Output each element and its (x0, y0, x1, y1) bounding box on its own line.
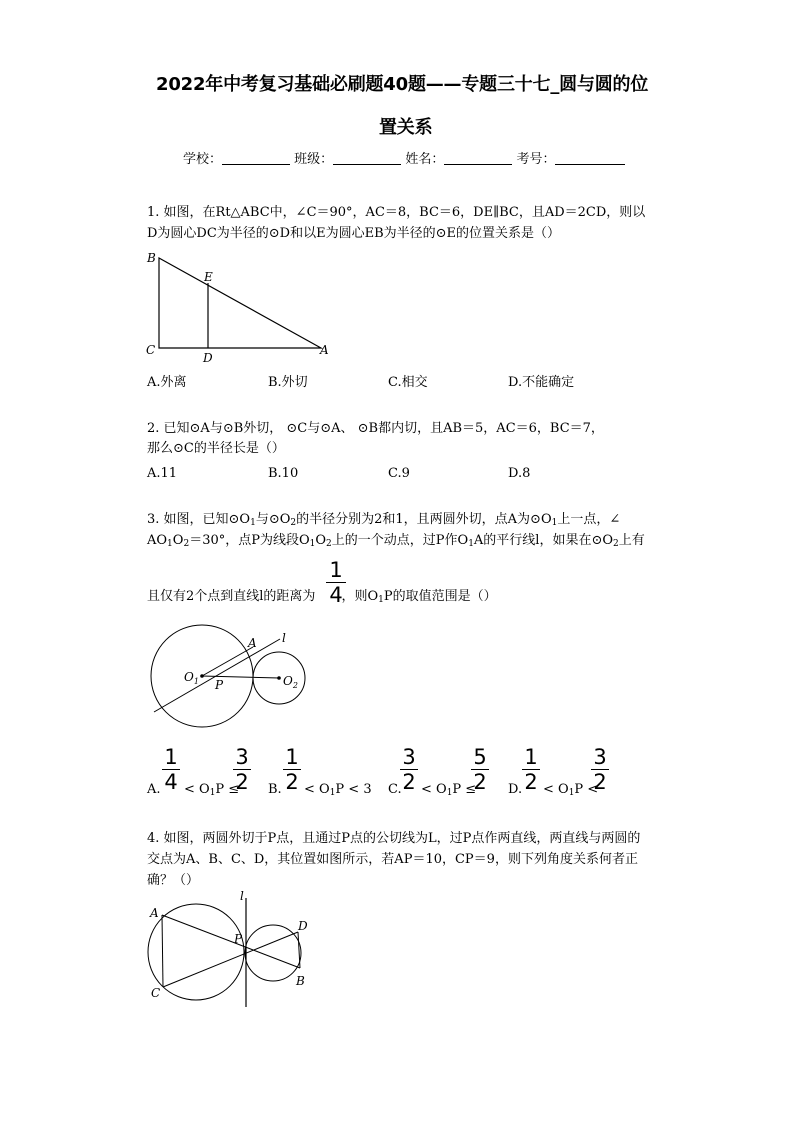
q2-option-a[interactable]: A.11 (147, 466, 178, 481)
school-label: 学校： (183, 152, 223, 167)
label-b: B (147, 251, 156, 265)
opt-frac1 (162, 746, 180, 793)
class-field[interactable] (333, 150, 401, 165)
opt-frac2 (233, 746, 251, 793)
q4-text-line2: 交点为A、B、C、D，其位置如图所示，若AP＝10，CP＝9，则下列角度关系何者正 (147, 852, 638, 867)
q1-text-line1: 1. 如图，在Rt△ABC中，∠C＝90°，AC＝8，BC＝6，DE∥BC，且AD＝2CD，则以 (147, 205, 646, 220)
label-d: D (298, 919, 308, 933)
label-c: C (146, 343, 156, 357)
opt-ineq (304, 780, 372, 803)
num: 1 (524, 745, 538, 769)
o2-sub: 2 (292, 681, 298, 690)
num: 1 (164, 745, 178, 769)
label-a: A (320, 343, 329, 357)
q1-option-c[interactable]: C.相交 (388, 375, 428, 390)
q3-sub: 1 (551, 518, 558, 528)
paper-title-line2: 置关系 (379, 117, 433, 138)
point-o1 (200, 674, 204, 678)
q3-l2-d: O (315, 533, 327, 548)
mid: < O (184, 782, 210, 797)
label-l: l (240, 890, 244, 903)
den: 2 (524, 770, 538, 794)
mid: < O (304, 782, 330, 797)
label-b: B (296, 974, 305, 988)
den: 2 (593, 770, 607, 794)
frac-den: 4 (329, 583, 343, 607)
segment-o1a (202, 647, 253, 676)
q2-option-c[interactable]: C.9 (388, 466, 410, 481)
q3-l2-b: O (172, 533, 184, 548)
label-e: E (204, 270, 213, 284)
q2-option-d[interactable]: D.8 (508, 466, 531, 481)
mid: < O (421, 782, 447, 797)
q3-text-line1 (147, 510, 620, 533)
mid: < O (543, 782, 569, 797)
q4-text-line3: 确？（） (147, 873, 200, 888)
q3-sub: 1 (309, 539, 316, 549)
label-a: A (248, 636, 257, 650)
q3-l2-c: ＝30°，点P为线段O (189, 533, 310, 548)
mid2: P ≤ (452, 782, 477, 797)
opt-frac1 (522, 746, 540, 793)
den: 2 (235, 770, 249, 794)
den: 4 (164, 770, 178, 794)
label-o2 (283, 674, 298, 690)
q3-l1-c: 的半径分别为2和1，且两圆外切，点A为⊙O (296, 512, 552, 527)
o1-letter: O (184, 670, 194, 684)
mid2: P < 3 (335, 782, 372, 797)
o2-letter: O (283, 674, 293, 688)
q1-option-d[interactable]: D.不能确定 (508, 375, 575, 390)
label-p: P (215, 678, 224, 692)
opt-label: C. (388, 782, 402, 797)
q3-l3-a: 且仅有2个点到直线l的距离为 (147, 589, 316, 604)
mid2: P ≤ (215, 782, 240, 797)
q3-sub: 2 (183, 539, 190, 549)
num: 3 (235, 745, 249, 769)
q3-sub: 1 (250, 518, 256, 528)
opt-ineq (421, 780, 476, 803)
sub: 1 (329, 788, 336, 798)
sub: 1 (446, 788, 453, 798)
sub: 1 (209, 788, 216, 798)
q3-sub: 2 (613, 539, 619, 549)
chord-ac (162, 915, 163, 987)
q3-sub: 2 (290, 518, 297, 528)
q1-text-line2: D为圆心DC为半径的⊙D和以E为圆心EB为半径的⊙E的位置关系是（） (147, 226, 561, 241)
opt-label: A. (147, 782, 161, 797)
q3-text-line2 (147, 531, 645, 554)
label-d: D (203, 351, 213, 365)
opt-ineq (543, 780, 598, 803)
point-o2 (277, 676, 281, 680)
triangle-abc (159, 258, 321, 348)
q2-text-line2: 那么⊙C的半径长是（） (147, 441, 285, 456)
name-label: 姓名： (405, 152, 445, 167)
label-p: P (234, 932, 243, 946)
label-o1 (184, 670, 199, 686)
q3-sub: 1 (468, 539, 474, 549)
q3-text-line3 (147, 587, 497, 610)
label-c: C (151, 986, 161, 1000)
num: 3 (593, 745, 607, 769)
opt-frac2 (471, 746, 489, 793)
exam-no-label: 考号： (516, 152, 556, 167)
name-field[interactable] (444, 150, 512, 165)
school-field[interactable] (222, 150, 290, 165)
exam-no-field[interactable] (555, 150, 625, 165)
q3-l2-a: AO (147, 533, 168, 548)
q3-l1-a: 3. 如图，已知⊙O (147, 512, 251, 527)
num: 5 (473, 745, 487, 769)
q3-l2-e: 上的一个动点，过P作O (331, 533, 469, 548)
line-l (154, 639, 280, 712)
q3-l3-b: ，则O (341, 589, 379, 604)
opt-label: B. (268, 782, 282, 797)
q3-l1-d: 上一点，∠ (557, 512, 621, 527)
label-a: A (150, 906, 159, 920)
q3-circles-figure (140, 622, 340, 734)
q3-l2-f: A的平行线l，如果在⊙O (473, 533, 614, 548)
q1-triangle-figure (140, 248, 340, 368)
q3-l1-b: 与⊙O (255, 512, 291, 527)
q3-sub: 2 (326, 539, 332, 549)
den: 2 (402, 770, 416, 794)
q3-sub: 1 (378, 595, 384, 605)
label-l: l (282, 631, 286, 645)
fraction-one-quarter (326, 559, 346, 606)
opt-frac2 (591, 746, 609, 793)
opt-frac1 (283, 746, 301, 793)
den: 2 (473, 770, 487, 794)
class-label: 班级： (294, 152, 334, 167)
opt-label: D. (508, 782, 523, 797)
right-circle (245, 925, 301, 981)
sub: 1 (568, 788, 575, 798)
q2-option-b[interactable]: B.10 (268, 466, 299, 481)
mid2: P < (574, 782, 599, 797)
opt-frac1 (400, 746, 418, 793)
frac-num: 1 (329, 558, 343, 582)
q1-option-a[interactable]: A.外离 (147, 375, 187, 390)
num: 1 (285, 745, 299, 769)
o1-sub: 1 (193, 677, 199, 686)
q4-tangent-circles-figure (140, 890, 340, 1010)
paper-title-line1: 2022年中考复习基础必刷题40题——专题三十七_圆与圆的位 (156, 74, 649, 95)
num: 3 (402, 745, 416, 769)
den: 2 (285, 770, 299, 794)
student-info-line (183, 150, 625, 170)
q3-l2-g: 上有 (618, 533, 645, 548)
q2-text-line1: 2. 已知⊙A与⊙B外切， ⊙C与⊙A、 ⊙B都内切，且AB＝5，AC＝6，BC＝7， (147, 421, 604, 436)
q1-option-b[interactable]: B.外切 (268, 375, 308, 390)
opt-ineq (184, 780, 239, 803)
q4-text-line1: 4. 如图，两圆外切于P点，且通过P点的公切线为L，过P点作两直线，两直线与两圆的 (147, 831, 641, 846)
line-a-b (162, 915, 300, 968)
q3-l3-c: P的取值范围是（） (383, 589, 497, 604)
q3-sub: 1 (167, 539, 173, 549)
